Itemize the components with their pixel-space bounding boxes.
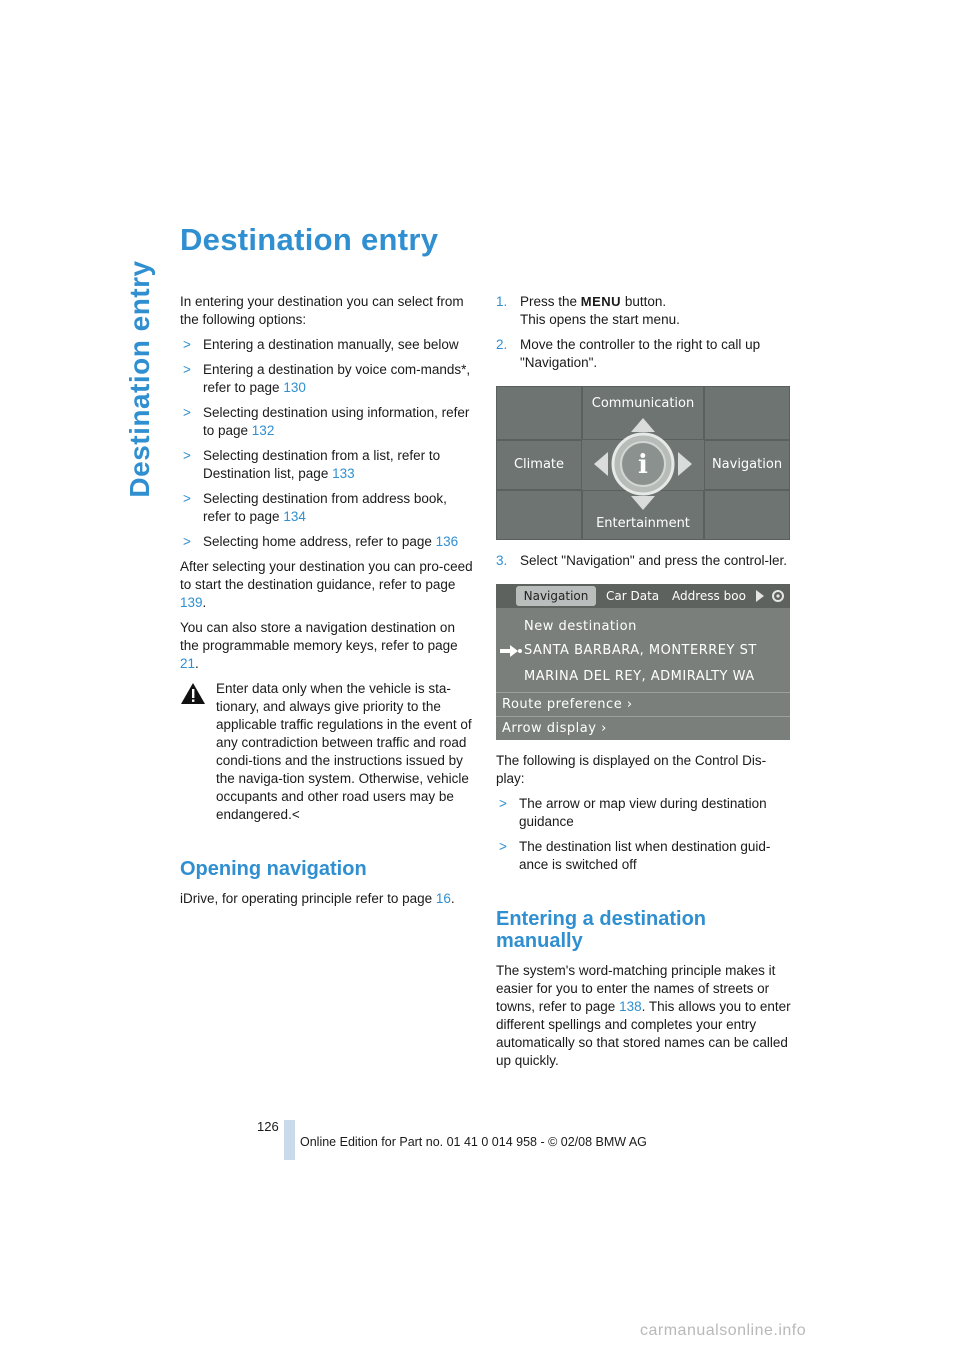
store-text: You can also store a navigation destination on the programmable memory keys, refer to page 21. xyxy=(180,620,458,671)
menu-cell-navigation: Navigation xyxy=(704,440,790,490)
menu-button-label: MENU xyxy=(580,294,622,309)
page-link[interactable]: 132 xyxy=(251,423,275,438)
divider xyxy=(496,716,790,717)
entering-text: The system's word-matching principle makes it easier for you to enter the names of streets or towns, refer to page 138. This allows you to enter different spellings and completes your entry automatically so that stored names can be called up quickly. xyxy=(496,963,791,1068)
tab-address-book: Address boo xyxy=(672,589,746,603)
page-link[interactable]: 138 xyxy=(619,999,642,1014)
watermark: carmanualsonline.info xyxy=(640,1322,807,1339)
step-2: 2. Move the controller to the right to call up "Navigation". xyxy=(496,337,761,370)
right-column xyxy=(496,293,791,1077)
menu-cell-entertainment: Entertainment xyxy=(582,490,704,540)
list-item: > Selecting home address, refer to page 136 xyxy=(183,534,459,549)
menu-item-santa-barbara: SANTA BARBARA, MONTERREY ST xyxy=(524,643,757,658)
side-tab: Destination entry xyxy=(124,260,155,498)
edition-footer: Online Edition for Part no. 01 41 0 014 958 - © 02/08 BMW AG xyxy=(300,1135,647,1149)
opening-navigation-heading: Opening navigation xyxy=(180,858,367,880)
tab-bar xyxy=(496,584,790,608)
page-number: 126 xyxy=(257,1119,279,1134)
left-column xyxy=(180,293,473,915)
menu-item-route-preference: Route preference › xyxy=(502,697,633,712)
page-link[interactable]: 21 xyxy=(180,656,196,671)
chevron-right-icon xyxy=(754,589,766,603)
page-link[interactable]: 133 xyxy=(332,466,355,481)
list-item: > Selecting destination using information, refer to page 132 xyxy=(183,405,470,438)
page-link[interactable]: 130 xyxy=(283,380,306,395)
list-item: > Selecting destination from a list, refer to Destination list, page 133 xyxy=(183,448,441,481)
page-link[interactable]: 139 xyxy=(180,595,203,610)
opening-text: iDrive, for operating principle refer to page 16. xyxy=(180,891,455,906)
menu-cell-bottom-left xyxy=(496,490,582,540)
footer-accent-bar xyxy=(284,1120,295,1160)
step-3: 3. Select "Navigation" and press the control-ler. xyxy=(496,553,787,568)
menu-cell-communication: Communication xyxy=(582,386,704,440)
menu-item-arrow-display: Arrow display › xyxy=(502,721,607,736)
menu-cell-climate: Climate xyxy=(496,440,582,490)
intro-text: In entering your destination you can select from the following options: xyxy=(180,294,464,327)
page-link[interactable]: 16 xyxy=(435,891,451,906)
list-item: > Entering a destination manually, see below xyxy=(183,337,459,352)
after-select-text: After selecting your destination you can pro-ceed to start the destination guidance, refer to page 139. xyxy=(180,559,473,610)
tab-car-data: Car Data xyxy=(606,589,660,603)
start-menu-screenshot xyxy=(496,386,790,540)
warning-icon xyxy=(180,682,206,705)
settings-icon xyxy=(770,588,786,604)
step-1: 1. Press the MENU button. This opens the start menu. xyxy=(496,294,680,327)
list-item: > Entering a destination by voice com-mands*, refer to page 130 xyxy=(183,362,471,395)
list-item: > The arrow or map view during destination guidance xyxy=(499,796,767,829)
tab-navigation: Navigation xyxy=(516,586,596,606)
controller-icon xyxy=(588,416,698,512)
arrow-icon xyxy=(500,645,522,657)
menu-item-marina-del-rey: MARINA DEL REY, ADMIRALTY WA xyxy=(524,669,755,684)
info-glyph: i xyxy=(638,450,648,480)
page-link[interactable]: 136 xyxy=(435,534,459,549)
list-item: > Selecting destination from address book, refer to page 134 xyxy=(183,491,447,524)
page-title: Destination entry xyxy=(180,222,439,257)
menu-cell-bottom-right xyxy=(704,490,790,540)
menu-cell-top-left xyxy=(496,386,582,440)
page-link[interactable]: 134 xyxy=(283,509,306,524)
entering-destination-heading: Entering a destination manually xyxy=(496,908,707,952)
warning-note: Enter data only when the vehicle is sta-tionary, and always give priority to the applicable traffic regulations in the event of any contradiction between traffic and road condi-tions and the instructions issued by the naviga-tion system. Otherwise, vehicle occupants and other road users may be endangered.< xyxy=(180,680,473,824)
menu-item-new-destination: New destination xyxy=(524,619,637,634)
navigation-menu-screenshot xyxy=(496,584,790,740)
divider xyxy=(496,692,790,693)
list-item: > The destination list when destination guid-ance is switched off xyxy=(499,839,771,872)
menu-cell-top-right xyxy=(704,386,790,440)
displayed-intro: The following is displayed on the Control Dis-play: xyxy=(496,753,767,786)
